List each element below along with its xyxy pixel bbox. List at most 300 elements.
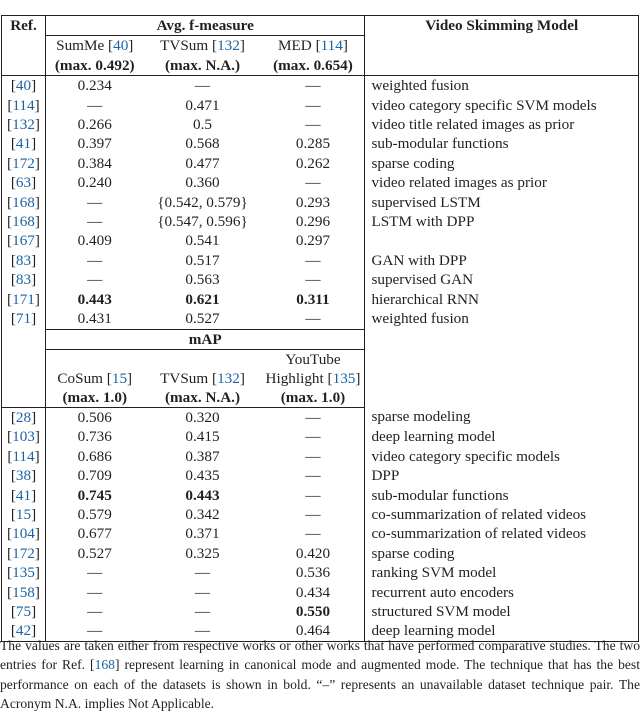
dataset-name: TVSum (160, 369, 209, 387)
citation-link[interactable]: 135 (12, 564, 35, 582)
dataset-prefix: YouTube (285, 350, 341, 368)
model-cell (365, 115, 639, 134)
value: 0.527 (77, 544, 112, 562)
value: — (87, 193, 103, 211)
value-cell (262, 231, 365, 250)
value: 0.506 (77, 408, 112, 426)
dataset-header: TVSum [132] (max. N.A.) (144, 349, 262, 407)
value-cell (46, 290, 144, 309)
value: — (87, 602, 103, 620)
citation-link[interactable]: 114 (12, 447, 35, 465)
model-cell (365, 154, 639, 173)
ref-cell: [167] (2, 231, 46, 250)
model-label: co-summarization of related videos (371, 525, 587, 543)
ref-cell: [172] (2, 544, 46, 563)
model-cell (365, 466, 639, 485)
ref-cell: [135] (2, 563, 46, 582)
value: 0.325 (185, 544, 220, 562)
dataset-max (144, 56, 262, 76)
value-cell (46, 173, 144, 192)
table-row (2, 447, 639, 466)
table-row (2, 583, 639, 602)
value: 0.435 (185, 467, 220, 485)
value-cell (144, 309, 262, 329)
value: 0.443 (77, 290, 112, 308)
value: 0.579 (77, 505, 112, 523)
model-cell (365, 212, 639, 231)
value: 0.297 (295, 232, 331, 250)
citation-link[interactable]: 167 (12, 232, 35, 250)
value-cell (46, 524, 144, 543)
dataset-header: SumMe [40] (56, 37, 134, 55)
value-cell (262, 270, 365, 289)
model-cell (365, 290, 639, 309)
model-cell (365, 407, 639, 427)
value-cell (46, 212, 144, 231)
model-cell (365, 193, 639, 212)
value: — (194, 622, 211, 640)
value-cell (144, 466, 262, 485)
model-label: LSTM with DPP (371, 213, 475, 231)
value-cell (46, 76, 144, 96)
citation-link[interactable]: 132 (217, 37, 240, 55)
value: 0.360 (185, 174, 220, 192)
citation-link[interactable]: 41 (15, 486, 32, 504)
value: — (87, 271, 103, 289)
model-label: sub-modular functions (371, 486, 509, 504)
table-row (2, 212, 639, 231)
value: 0.621 (185, 290, 220, 308)
value: 0.320 (185, 408, 220, 426)
value-cell (46, 486, 144, 505)
ref-cell: [168] (2, 212, 46, 231)
model-label: sparse modeling (371, 408, 471, 426)
value-cell (262, 505, 365, 524)
model-cell (365, 134, 639, 153)
value-cell (144, 544, 262, 563)
ref-cell: [15] (2, 505, 46, 524)
table-row (2, 76, 639, 96)
value-cell (262, 466, 365, 485)
value-cell (46, 309, 144, 329)
value: — (305, 310, 321, 328)
model-cell (365, 173, 639, 192)
value: 0.384 (77, 154, 112, 172)
value: 0.409 (77, 232, 112, 250)
model-label: co-summarization of related videos (371, 505, 587, 523)
value-cell (46, 407, 144, 427)
value: 0.563 (185, 271, 220, 289)
value-cell (144, 407, 262, 427)
value-cell (262, 173, 365, 192)
section-header-row (2, 16, 639, 36)
value-cell (262, 563, 365, 582)
value: 0.443 (185, 486, 220, 504)
citation-link[interactable]: 132 (12, 116, 35, 134)
table-row (2, 524, 639, 543)
table-body (2, 16, 639, 642)
model-label: video title related images as prior (371, 116, 575, 134)
dataset-max (262, 56, 365, 76)
ref-cell: [42] (2, 621, 46, 641)
value: 0.342 (185, 505, 220, 523)
citation-link[interactable]: 83 (15, 251, 32, 269)
dataset-max-label: (max. 1.0) (62, 388, 128, 406)
dataset-name: CoSum (57, 369, 103, 387)
value: 0.397 (77, 135, 112, 153)
ref-cell: [28] (2, 407, 46, 427)
value-cell (144, 193, 262, 212)
value-cell (262, 251, 365, 270)
model-cell (365, 505, 639, 524)
citation-link[interactable]: 63 (15, 174, 32, 192)
model-label: structured SVM model (371, 602, 511, 620)
ref-cell: [41] (2, 486, 46, 505)
citation-link[interactable]: 41 (15, 135, 32, 153)
table-caption (0, 636, 640, 713)
value: — (87, 583, 103, 601)
value-cell (46, 115, 144, 134)
model-cell (365, 563, 639, 582)
value-cell (46, 602, 144, 621)
table-row (2, 486, 639, 505)
model-label: weighted fusion (371, 77, 469, 95)
model-cell (365, 270, 639, 289)
value: 0.387 (185, 447, 220, 465)
value-cell (144, 486, 262, 505)
value: 0.517 (185, 251, 220, 269)
value-cell (262, 134, 365, 153)
model-cell (365, 309, 639, 407)
table-row (2, 251, 639, 270)
value: 0.471 (185, 96, 220, 114)
table-row (2, 309, 639, 329)
value: 0.477 (185, 154, 220, 172)
value-cell (144, 524, 262, 543)
value-cell (262, 407, 365, 427)
value: 0.420 (295, 544, 331, 562)
value-cell (46, 154, 144, 173)
citation-link[interactable]: 40 (113, 37, 129, 55)
value: — (305, 447, 321, 465)
value: — (305, 77, 321, 95)
value: — (305, 271, 321, 289)
value-cell (262, 76, 365, 96)
model-cell (365, 231, 639, 250)
value: {0.547, 0.596} (157, 213, 248, 231)
value: 0.536 (295, 564, 331, 582)
value: — (305, 251, 321, 269)
value-cell (262, 193, 365, 212)
dataset-max (46, 56, 144, 76)
value-cell (262, 583, 365, 602)
dataset-name: SumMe (56, 37, 105, 55)
value: 0.434 (295, 583, 331, 601)
value: {0.542, 0.579} (157, 193, 248, 211)
table-row (2, 115, 639, 134)
model-header-label: Video Skimming Model (425, 17, 579, 34)
value: 0.464 (295, 622, 331, 640)
value-cell (144, 115, 262, 134)
model-cell (365, 524, 639, 543)
dataset-max-label: (max. 0.492) (54, 56, 135, 74)
value-cell (262, 309, 365, 329)
table-row (2, 466, 639, 485)
ref-cell: [171] (2, 290, 46, 309)
caption-text-2: ] represent learning in canonical mode and augmented mode. The technique that has the best performance on each of the datasets is shown in bold. “–” represents an unavailable dataset technique pair. The Acronym N.A. implies Not Applicable. (0, 657, 640, 711)
value-cell (144, 602, 262, 621)
table-row (2, 563, 639, 582)
results-table (1, 15, 639, 642)
ref-cell: [41] (2, 134, 46, 153)
value: — (87, 251, 103, 269)
ref-cell: [38] (2, 466, 46, 485)
table-row (2, 602, 639, 621)
ref-empty-cell (2, 329, 46, 407)
ref-cell: [114] (2, 447, 46, 466)
citation-link[interactable]: 171 (12, 290, 35, 308)
value: 0.431 (77, 310, 112, 328)
value: — (305, 505, 321, 523)
citation-link[interactable]: 168 (12, 193, 35, 211)
value-cell (46, 466, 144, 485)
citation-link[interactable]: 103 (12, 428, 35, 446)
value-cell (262, 447, 365, 466)
ref-header (2, 16, 46, 76)
citation-link[interactable]: 38 (15, 467, 32, 485)
value: 0.296 (295, 213, 331, 231)
citation-link[interactable]: 15 (111, 369, 128, 387)
value-cell (144, 212, 262, 231)
model-cell (365, 96, 639, 115)
ref-cell: [132] (2, 115, 46, 134)
value: 0.745 (77, 486, 112, 504)
value-cell (46, 251, 144, 270)
citation-link[interactable]: 42 (15, 622, 32, 640)
model-header (365, 16, 639, 76)
dataset-header: MED [114] (278, 37, 348, 55)
ref-cell: [40] (2, 76, 46, 96)
citation-link[interactable]: 172 (12, 154, 35, 172)
caption-text-1: The values are taken either from respective works or other works that have performed comparative studies. The two entries for Ref. [ (0, 638, 640, 673)
model-label: video category specific SVM models (371, 96, 597, 114)
citation-link[interactable]: 158 (12, 583, 35, 601)
value-cell (144, 270, 262, 289)
ref-cell: [63] (2, 173, 46, 192)
value: — (305, 116, 321, 134)
value: — (305, 408, 321, 426)
model-label: deep learning model (371, 622, 496, 640)
value-cell (262, 154, 365, 173)
value-cell (46, 583, 144, 602)
model-cell (365, 251, 639, 270)
value: 0.311 (296, 290, 330, 308)
value-cell (144, 134, 262, 153)
model-label: hierarchical RNN (371, 290, 479, 308)
citation-link[interactable]: 168 (94, 657, 115, 673)
value: — (305, 174, 321, 192)
citation-link[interactable]: 75 (15, 602, 32, 620)
model-label: sparse coding (371, 544, 455, 562)
dataset-name: TVSum (160, 37, 209, 55)
citation-link[interactable]: 71 (15, 310, 32, 328)
section-title (46, 329, 365, 349)
model-label: sparse coding (371, 154, 455, 172)
dataset-header: CoSum [15] (max. 1.0) (46, 349, 144, 407)
value: — (305, 486, 321, 504)
value: — (305, 525, 321, 543)
dataset-max-label: (max. N.A.) (164, 388, 241, 406)
value: 0.686 (77, 447, 112, 465)
value: — (194, 564, 211, 582)
value: 0.677 (77, 525, 112, 543)
value: — (194, 583, 211, 601)
value: — (305, 96, 321, 114)
model-label: recurrent auto encoders (371, 583, 514, 601)
value-cell (46, 427, 144, 446)
citation-link[interactable]: 114 (12, 96, 35, 114)
model-cell (365, 602, 639, 621)
table-row (2, 231, 639, 250)
value-cell (262, 427, 365, 446)
ref-cell: [71] (2, 309, 46, 329)
ref-cell: [75] (2, 602, 46, 621)
value-cell (46, 563, 144, 582)
dataset-name: MED (278, 37, 312, 55)
value: 0.5 (193, 116, 212, 134)
value: 0.527 (185, 310, 220, 328)
value-cell (144, 96, 262, 115)
value-cell (46, 447, 144, 466)
value-cell (144, 583, 262, 602)
value: 0.568 (185, 135, 220, 153)
citation-link[interactable]: 104 (12, 525, 35, 543)
model-label: supervised LSTM (371, 193, 481, 211)
model-label: deep learning model (371, 428, 496, 446)
value-cell (144, 447, 262, 466)
value: 0.262 (295, 154, 331, 172)
ref-cell: [83] (2, 251, 46, 270)
citation-link[interactable]: 28 (15, 408, 32, 426)
value: 0.736 (77, 428, 112, 446)
citation-link[interactable]: 114 (320, 37, 343, 55)
value-cell (262, 544, 365, 563)
value-cell (144, 231, 262, 250)
dataset-max-label: (max. 1.0) (280, 388, 346, 406)
model-label: supervised GAN (371, 271, 474, 289)
value: 0.415 (185, 428, 220, 446)
citation-link[interactable]: 132 (217, 369, 240, 387)
value-cell (262, 290, 365, 309)
model-label: GAN with DPP (371, 251, 467, 269)
citation-link[interactable]: 40 (15, 77, 32, 95)
value-cell (46, 270, 144, 289)
table-row (2, 134, 639, 153)
ref-cell: [104] (2, 524, 46, 543)
table-row (2, 427, 639, 446)
table-row (2, 154, 639, 173)
ref-cell: [114] (2, 96, 46, 115)
value-cell (46, 231, 144, 250)
value: 0.550 (295, 602, 331, 620)
dataset-header: YouTube Highlight [135] (max. 1.0) (262, 349, 365, 407)
citation-link[interactable]: 15 (15, 505, 32, 523)
value: — (87, 213, 103, 231)
ref-cell: [158] (2, 583, 46, 602)
value-cell (262, 96, 365, 115)
table-row (2, 505, 639, 524)
value: 0.293 (295, 193, 331, 211)
model-label: video category specific models (371, 447, 560, 465)
value: 0.266 (77, 116, 112, 134)
citation-link[interactable]: 83 (15, 271, 32, 289)
citation-link[interactable]: 135 (332, 369, 356, 387)
value-cell (262, 115, 365, 134)
value: — (87, 96, 103, 114)
value: — (194, 77, 211, 95)
value: 0.234 (77, 77, 112, 95)
model-cell (365, 447, 639, 466)
ref-header-label: Ref. (10, 17, 37, 34)
dataset-header: TVSum [132] (160, 37, 245, 55)
value-cell (46, 134, 144, 153)
value: 0.240 (77, 174, 112, 192)
value: — (87, 564, 103, 582)
value: — (87, 622, 103, 640)
ref-cell: [168] (2, 193, 46, 212)
value: 0.541 (185, 232, 220, 250)
citation-link[interactable]: 168 (12, 213, 35, 231)
value: — (305, 428, 321, 446)
model-cell (365, 544, 639, 563)
value: — (194, 602, 211, 620)
value-cell (262, 212, 365, 231)
table-row (2, 544, 639, 563)
table-row (2, 173, 639, 192)
value-cell (144, 290, 262, 309)
section-title-label: mAP (188, 330, 222, 348)
model-cell (365, 427, 639, 446)
table-row (2, 270, 639, 289)
value-cell (262, 524, 365, 543)
model-label: video related images as prior (371, 174, 547, 192)
value: — (305, 467, 321, 485)
model-label: weighted fusion (371, 310, 469, 328)
table-row (2, 290, 639, 309)
value-cell (262, 602, 365, 621)
table-row (2, 407, 639, 427)
value: 0.709 (77, 467, 112, 485)
value-cell (46, 96, 144, 115)
ref-cell: [103] (2, 427, 46, 446)
value-cell (46, 544, 144, 563)
value-cell (144, 251, 262, 270)
section-title-label: Avg. f-measure (156, 17, 254, 34)
value-cell (144, 154, 262, 173)
model-cell (365, 583, 639, 602)
ref-cell: [83] (2, 270, 46, 289)
value: 0.371 (185, 525, 220, 543)
table-row (2, 193, 639, 212)
dataset-name: Highlight (265, 369, 324, 387)
citation-link[interactable]: 172 (12, 544, 35, 562)
section-title (46, 16, 365, 36)
model-cell (365, 76, 639, 96)
value-cell (144, 173, 262, 192)
model-label: sub-modular functions (371, 135, 509, 153)
value-cell (144, 563, 262, 582)
value-cell (144, 427, 262, 446)
